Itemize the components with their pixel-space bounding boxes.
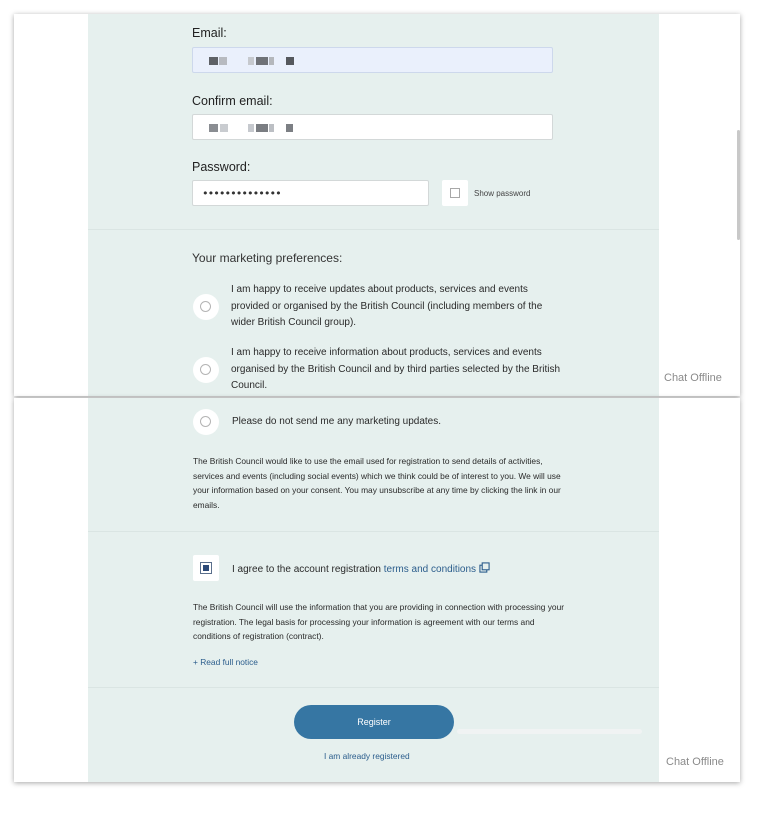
marketing-notice: The British Council would like to use the email used for registration to send details of activities, services and events (including social events) which we think could be of interest to you. We will use your information based on your consent. You may unsubscribe at any time by clicking the link in our emails.	[193, 456, 561, 510]
redacted-block	[219, 57, 227, 65]
screenshot-top	[14, 14, 740, 396]
confirm-email-field[interactable]	[192, 114, 553, 140]
password-label: Password:	[192, 160, 251, 174]
redacted-block	[248, 57, 254, 65]
read-full-notice-link[interactable]: + Read full notice	[193, 657, 258, 667]
redacted-block	[209, 124, 218, 132]
redacted-block	[286, 57, 294, 65]
terms-notice: The British Council will use the information that you are providing in connection with processing your registration. The legal basis for processing your information is agreement with our terms and conditions of registration (contract).	[193, 602, 565, 641]
terms-link[interactable]: terms and conditions	[383, 564, 477, 575]
marketing-option-1-radio[interactable]	[193, 294, 219, 320]
section-divider	[88, 229, 659, 230]
chat-status[interactable]: Chat Offline	[664, 372, 722, 384]
chat-status[interactable]: Chat Offline	[666, 756, 724, 768]
redacted-block	[269, 57, 274, 65]
marketing-option-2-label[interactable]: I am happy to receive information about products, services and events organised by the British Council and by third parties selected by the British Council.	[231, 347, 561, 391]
decorative-bar	[457, 729, 642, 734]
redacted-block	[256, 124, 268, 132]
redacted-block	[220, 124, 228, 132]
marketing-option-3-radio[interactable]	[193, 409, 219, 435]
marketing-option-3-label[interactable]: Please do not send me any marketing updates.	[232, 416, 442, 427]
marketing-preferences-title: Your marketing preferences:	[192, 251, 343, 265]
redacted-block	[209, 57, 218, 65]
redacted-block	[256, 57, 268, 65]
screenshot-bottom	[14, 398, 740, 782]
redacted-block	[286, 124, 293, 132]
scrollbar[interactable]	[737, 130, 740, 240]
show-password-checkbox[interactable]	[442, 180, 468, 206]
section-divider	[88, 531, 659, 532]
checkbox-box	[450, 188, 460, 198]
redacted-block	[248, 124, 254, 132]
radio-circle	[200, 416, 211, 427]
redacted-block	[269, 124, 274, 132]
radio-circle	[200, 364, 211, 375]
email-field[interactable]	[192, 47, 553, 73]
marketing-option-2-radio[interactable]	[193, 357, 219, 383]
external-link-icon[interactable]	[479, 562, 490, 573]
checkbox-check	[203, 565, 209, 571]
password-value: ••••••••••••••	[202, 187, 281, 200]
confirm-email-label: Confirm email:	[192, 94, 273, 108]
terms-agree-label	[232, 562, 490, 575]
show-password-label[interactable]: Show password	[474, 189, 531, 198]
marketing-option-1-label[interactable]: I am happy to receive updates about products, services and events provided or organised by the British Council (including members of the wider British Council group).	[231, 284, 543, 328]
checkbox-box	[200, 562, 212, 574]
register-button[interactable]: Register	[294, 705, 454, 739]
already-registered-link[interactable]: I am already registered	[324, 751, 410, 761]
terms-agree-prefix: I agree to the account registration	[232, 564, 384, 575]
email-label: Email:	[192, 26, 227, 40]
section-divider	[88, 687, 659, 688]
radio-circle	[200, 301, 211, 312]
terms-checkbox[interactable]	[193, 555, 219, 581]
password-field[interactable]	[192, 180, 429, 206]
